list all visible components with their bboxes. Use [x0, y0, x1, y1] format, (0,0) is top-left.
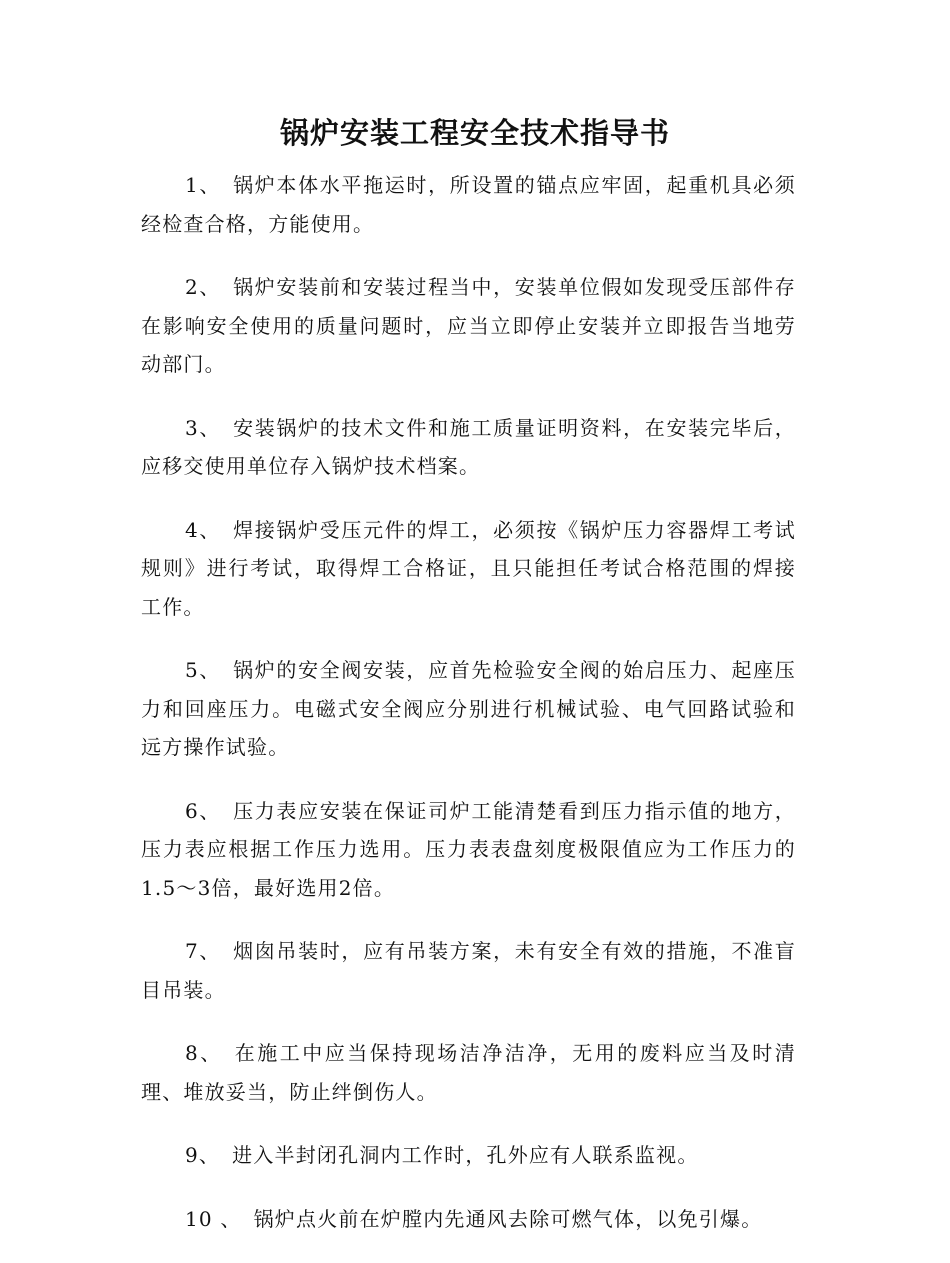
- list-item: [141, 1136, 796, 1175]
- item-number: 7、: [185, 939, 222, 963]
- item-text: 进入半封闭孔洞内工作时，孔外应有人联系监视。: [232, 1143, 699, 1167]
- list-item: [141, 1200, 796, 1239]
- item-text: 锅炉点火前在炉膛内先通风去除可燃气体，以免引爆。: [253, 1206, 763, 1231]
- item-number: 5、: [185, 658, 222, 682]
- document-title: 锅炉安装工程安全技术指导书: [279, 116, 670, 150]
- list-item: [141, 651, 796, 767]
- item-text: 安装锅炉的技术文件和施工质量证明资料，在安装完毕后，应移交使用单位存入锅炉技术档案。: [141, 415, 797, 478]
- list-item: [141, 511, 796, 627]
- item-text: 压力表应安装在保证司炉工能清楚看到压力指示值的地方，压力表应根据工作压力选用。压力表表盘刻度极限值应为工作压力的1.5～3倍，最好选用2倍。: [141, 798, 797, 900]
- item-number: 9、: [185, 1143, 221, 1167]
- item-number: 8、: [185, 1041, 223, 1065]
- item-text: 焊接锅炉受压元件的焊工，必须按《锅炉压力容器焊工考试规则》进行考试，取得焊工合格证，且只能担任考试合格范围的焊接工作。: [141, 517, 797, 619]
- document-body: [141, 166, 796, 1263]
- item-text: 锅炉安装前和安装过程当中，安装单位假如发现受压部件存在影响安全使用的质量问题时，应当立即停止安装并立即报告当地劳动部门。: [141, 275, 797, 376]
- item-number: 6、: [185, 798, 222, 823]
- list-item: [141, 932, 796, 1009]
- list-item: [141, 409, 796, 486]
- item-number: 10 、: [185, 1206, 242, 1231]
- item-text: 锅炉的安全阀安装，应首先检验安全阀的始启压力、起座压力和回座压力。电磁式安全阀应分别进行机械试验、电气回路试验和远方操作试验。: [141, 658, 797, 759]
- list-item: [141, 1034, 796, 1111]
- item-number: 4、: [185, 517, 222, 542]
- item-number: 2、: [185, 275, 222, 299]
- list-item: [141, 792, 796, 908]
- item-text: 烟囱吊装时，应有吊装方案，未有安全有效的措施，不准盲目吊装。: [141, 939, 797, 1002]
- list-item: [141, 166, 796, 243]
- list-item: [141, 268, 796, 384]
- item-text: 在施工中应当保持现场洁净洁净，无用的废料应当及时清理、堆放妥当，防止绊倒伤人。: [141, 1041, 797, 1104]
- item-text: 锅炉本体水平拖运时，所设置的锚点应牢固，起重机具必须经检查合格，方能使用。: [141, 173, 797, 236]
- item-number: 3、: [185, 415, 222, 440]
- item-number: 1、: [185, 173, 222, 197]
